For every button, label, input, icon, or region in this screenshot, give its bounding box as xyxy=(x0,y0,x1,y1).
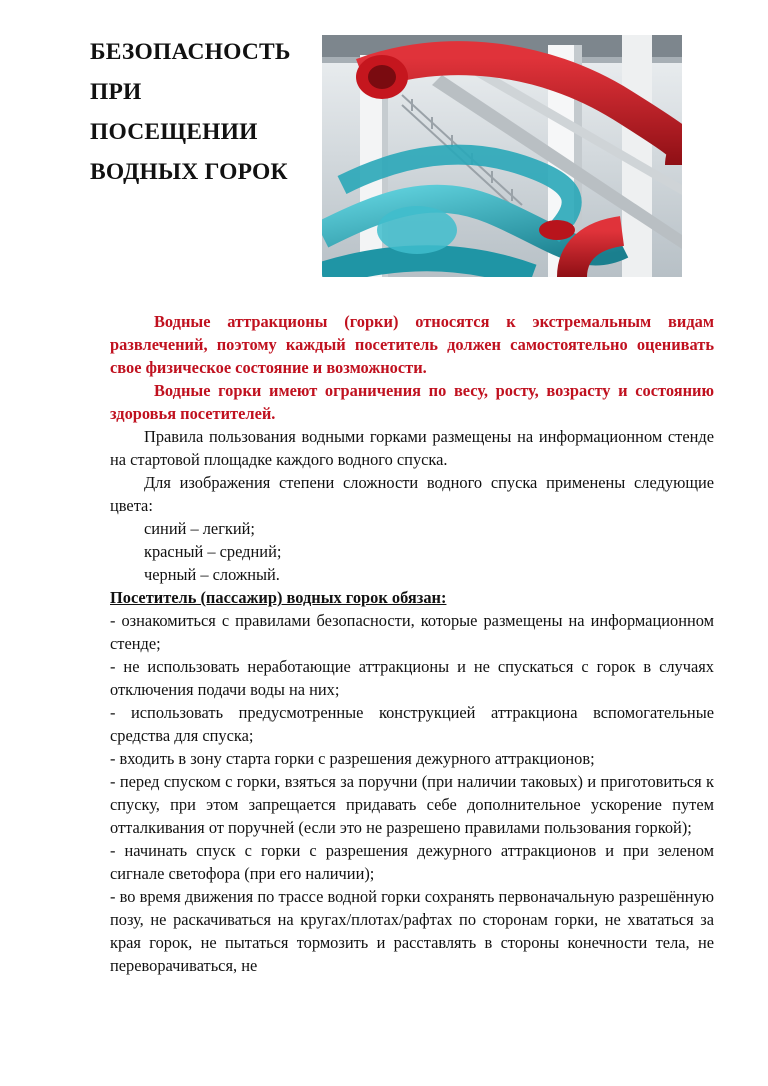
title-line-4: ВОДНЫХ ГОРОК xyxy=(90,159,288,185)
obligations-heading: Посетитель (пассажир) водных горок обязан: xyxy=(110,588,447,607)
rules-location-paragraph: Правила пользования водными горками размещены на информационном стенде на стартовой площадке каждого водного спуска. xyxy=(110,427,714,469)
obligation-item: - входить в зону старта горки с разрешения дежурного аттракционов; xyxy=(110,749,595,768)
intro-paragraph-2: Водные горки имеют ограничения по весу, росту, возрасту и состоянию здоровья посетителей. xyxy=(110,381,714,423)
color-item-red: красный – средний; xyxy=(144,542,282,561)
page-title xyxy=(90,32,320,192)
obligation-item: - не использовать неработающие аттракционы и не спускаться с горок в случаях отключения подачи воды на них; xyxy=(110,657,714,699)
obligation-item: - перед спуском с горки, взяться за поручни (при наличии таковых) и приготовиться к спуску, при этом запрещается придавать себе дополнительное ускорение путем отталкивания от поручней (если это не разрешено правилами пользования горкой); xyxy=(110,772,714,837)
water-slides-photo xyxy=(322,35,682,277)
obligation-item: - во время движения по трассе водной горки сохранять первоначальную разрешённую позу, не раскачиваться на кругах/плотах/рафтах по сторонам горки, не хвататься за края горок, не пытаться тормозить и расставлять в стороны конечности тела, не переворачиваться, не xyxy=(110,887,714,975)
obligation-item: - начинать спуск с горки с разрешения дежурного аттракционов и при зеленом сигнале светофора (при его наличии); xyxy=(110,841,714,883)
document-body xyxy=(110,310,714,977)
title-line-2: ПРИ xyxy=(90,79,142,105)
title-line-3: ПОСЕЩЕНИИ xyxy=(90,119,258,145)
colors-intro-paragraph: Для изображения степени сложности водного спуска применены следующие цвета: xyxy=(110,473,714,515)
obligation-item: - использовать предусмотренные конструкцией аттракциона вспомогательные средства для спуска; xyxy=(110,703,714,745)
color-item-blue: синий – легкий; xyxy=(144,519,255,538)
intro-paragraph-1: Водные аттракционы (горки) относятся к экстремальным видам развлечений, поэтому каждый посетитель должен самостоятельно оценивать свое физическое состояние и возможности. xyxy=(110,312,714,377)
color-item-black: черный – сложный. xyxy=(144,565,280,584)
title-line-1: БЕЗОПАСНОСТЬ xyxy=(90,39,291,65)
obligation-item: - ознакомиться с правилами безопасности, которые размещены на информационном стенде; xyxy=(110,611,714,653)
